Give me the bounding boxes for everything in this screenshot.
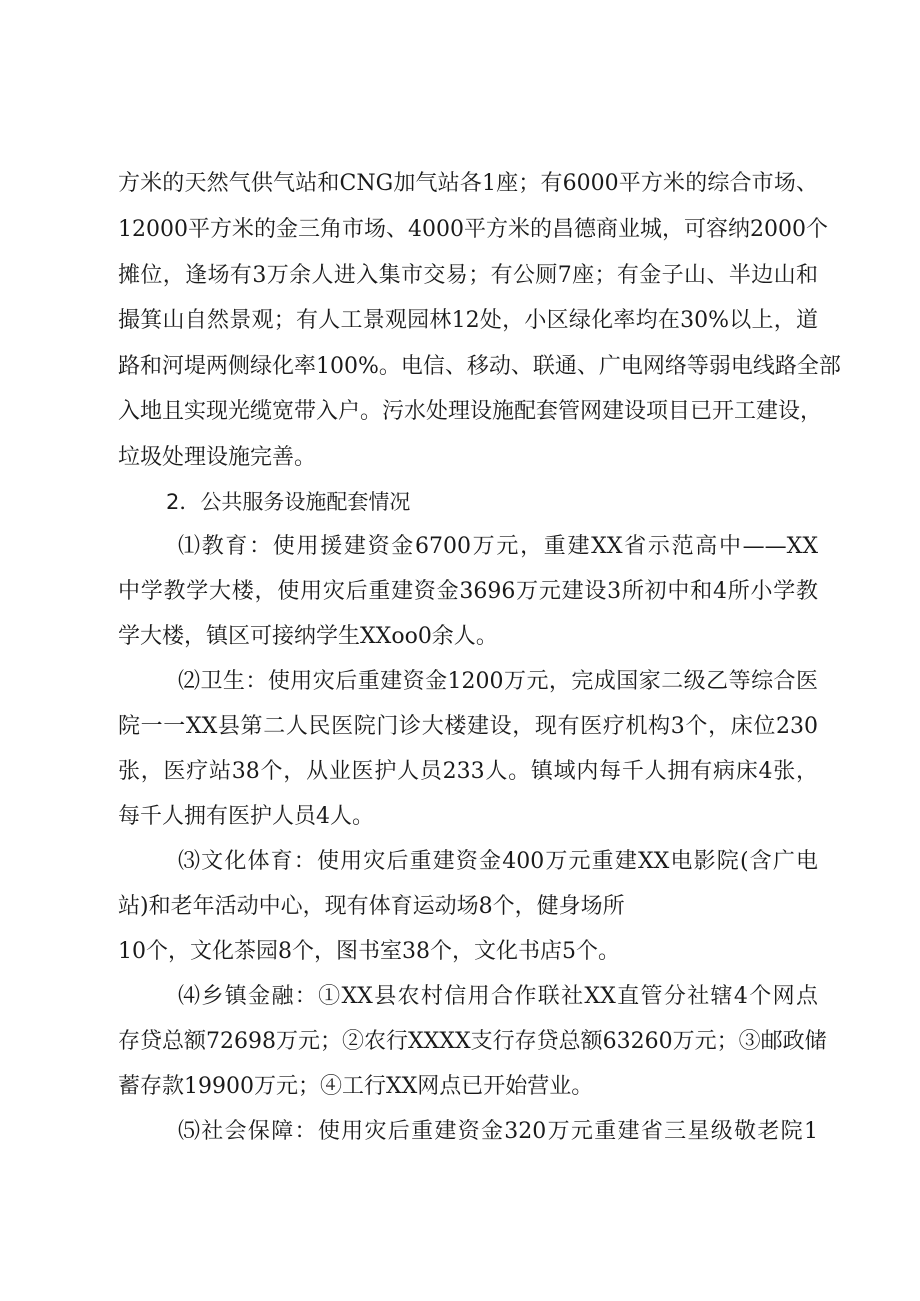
body-text-line: 摊位，逢场有3万余人进入集市交易；有公厕7座；有金子山、半边山和	[118, 263, 818, 288]
section-heading: 2．公共服务设施配套情况	[166, 490, 411, 514]
body-text-line: ⑶文化体育：使用灾后重建资金400万元重建XX电影院(含广电	[178, 849, 818, 874]
body-text-line: 12000平方米的金三角市场、4000平方米的昌德商业城，可容纳2000个	[118, 217, 828, 242]
body-text-line: 张，医疗站38个，从业医护人员233人。镇域内每千人拥有病床4张，	[118, 759, 818, 784]
body-text-line: ⑴教育：使用援建资金6700万元，重建XX省示范高中——XX	[178, 534, 818, 559]
body-text-line: 每千人拥有医护人员4人。	[118, 804, 374, 829]
body-text-line: 存贷总额72698万元；②农行XXXX支行存贷总额63260万元；③邮政储	[118, 1029, 827, 1054]
body-text-line: 路和河堤两侧绿化率100%。电信、移动、联通、广电网络等弱电线路全部	[118, 354, 841, 379]
body-text-line: 中学教学大楼，使用灾后重建资金3696万元建设3所初中和4所小学教	[118, 579, 818, 604]
body-text-line: ⑸社会保障：使用灾后重建资金320万元重建省三星级敬老院1	[178, 1119, 818, 1144]
body-text-line: 入地且实现光缆宽带入户。污水处理设施配套管网建设项目已开工建设，	[118, 399, 823, 424]
body-text-line: 垃圾处理设施完善。	[118, 445, 317, 470]
body-text-line: ⑷乡镇金融：①XX县农村信用合作联社XX直管分社辖4个网点	[178, 984, 818, 1009]
body-text-line: 10个，文化茶园8个，图书室38个，文化书店5个。	[118, 939, 620, 964]
body-text-line: 学大楼，镇区可接纳学生XXoo0余人。	[118, 624, 498, 649]
body-text-line: 撮箕山自然景观；有人工景观园林12处，小区绿化率均在30%以上，道	[118, 308, 818, 333]
body-text-line: 蓄存款19900万元；④工行XX网点已开始营业。	[118, 1074, 594, 1099]
body-text-line: 方米的天然气供气站和CNG加气站各1座；有6000平方米的综合市场、	[118, 171, 818, 196]
body-text-line: 站)和老年活动中心，现有体育运动场8个，健身场所	[118, 894, 625, 919]
body-text-line: 院一一XX县第二人民医院门诊大楼建设，现有医疗机构3个，床位230	[118, 714, 818, 739]
body-text-line: ⑵卫生：使用灾后重建资金1200万元，完成国家二级乙等综合医	[178, 669, 818, 694]
